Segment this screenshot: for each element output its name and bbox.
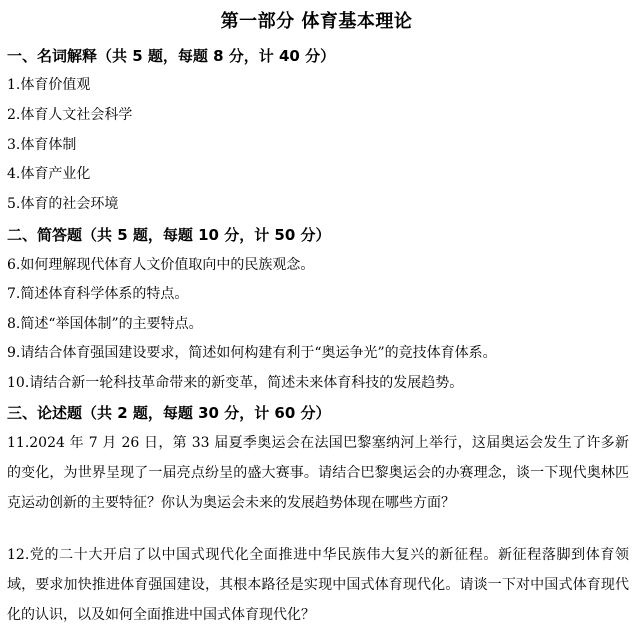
question-10: 10.请结合新一轮科技革命带来的新变革，简述未来体育科技的发展趋势。 [7, 375, 464, 391]
page-title: 第一部分 体育基本理论 [220, 11, 413, 32]
question-12: 12.党的二十大开启了以中国式现代化全面推进中华民族伟大复兴的新征程。新征程落脚到体育领域，要求加快推进体育强国建设，其根本路径是实现中国式体育现代化。请谈一下对中国式体育现代化的认识，以及如何全面推进中国式体育现代化？ [7, 547, 629, 623]
section-heading-essay: 三、论述题（共 2 题，每题 30 分，计 60 分） [7, 404, 331, 422]
question-7: 7.简述体育科学体系的特点。 [7, 286, 189, 302]
question-4: 4.体育产业化 [7, 166, 91, 182]
question-8: 8.简述“举国体制”的主要特点。 [7, 316, 203, 332]
question-11: 11.2024 年 7 月 26 日，第 33 届夏季奥运会在法国巴黎塞纳河上举行，这届奥运会发生了许多新的变化，为世界呈现了一届亮点纷呈的盛大赛事。请结合巴黎奥运会的办赛理念，谈一下现代奥林匹克运动创新的主要特征？你认为奥运会未来的发展趋势体现在哪些方面？ [7, 435, 629, 511]
question-1: 1.体育价值观 [7, 77, 91, 93]
question-5: 5.体育的社会环境 [7, 196, 119, 212]
section-heading-short-answer: 二、简答题（共 5 题，每题 10 分，计 50 分） [7, 226, 331, 244]
question-6: 6.如何理解现代体育人文价值取向中的民族观念。 [7, 257, 315, 273]
question-2: 2.体育人文社会科学 [7, 107, 133, 123]
question-3: 3.体育体制 [7, 137, 77, 153]
section-heading-definitions: 一、名词解释（共 5 题，每题 8 分，计 40 分） [7, 47, 336, 65]
question-9: 9.请结合体育强国建设要求，简述如何构建有利于“奥运争光”的竞技体育体系。 [7, 345, 497, 361]
